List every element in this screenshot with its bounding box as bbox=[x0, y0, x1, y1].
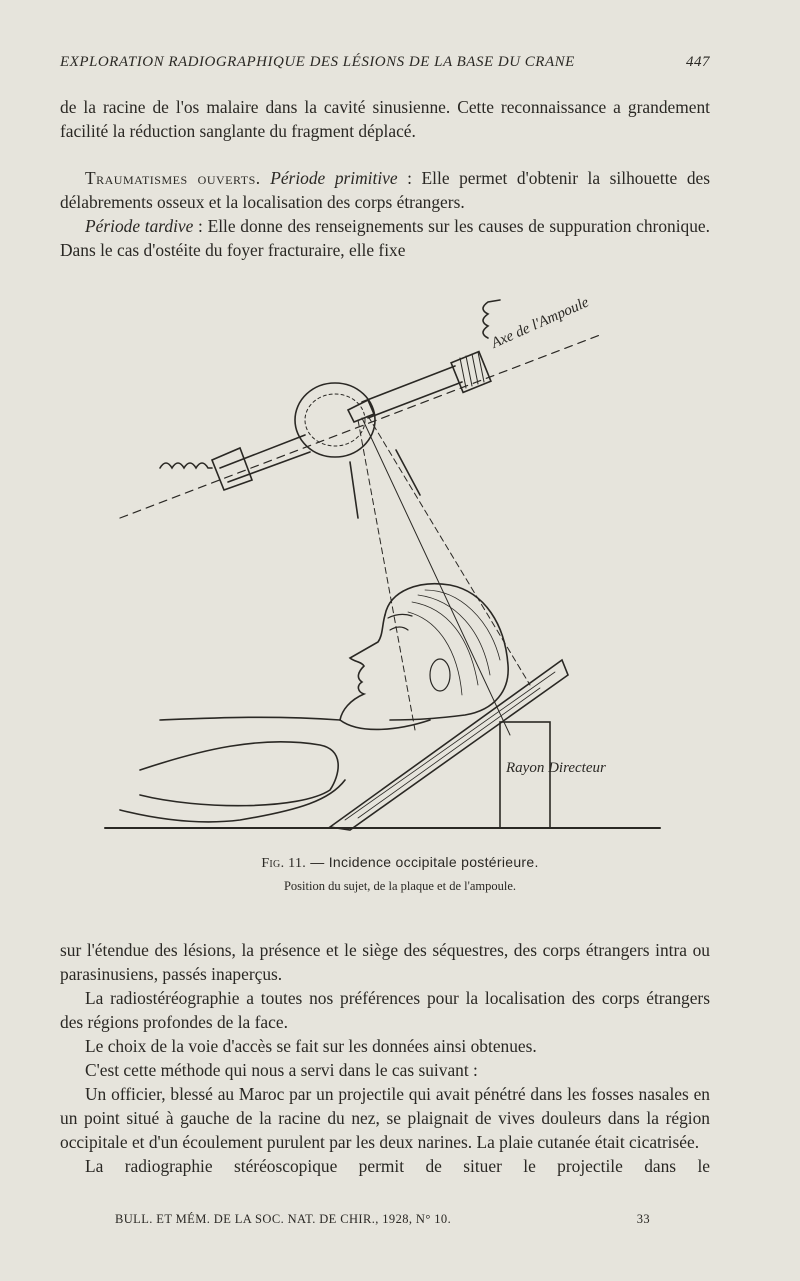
figure-11-illustration bbox=[100, 290, 670, 840]
running-header bbox=[60, 54, 710, 71]
top-text-block bbox=[60, 95, 710, 262]
paragraph-3-text: : Elle donne des renseignements sur les causes de suppuration chronique. Dans le cas d'ostéite du foyer fracturaire, elle fixe bbox=[60, 216, 710, 260]
figure-title: — Incidence occipitale postérieure. bbox=[306, 854, 539, 870]
paragraph-2-text: : Elle permet d'obtenir la silhouette des délabrements osseux et la localisation des corps étrangers. bbox=[60, 168, 711, 212]
page-number: 447 bbox=[686, 54, 710, 70]
patient-face-profile bbox=[340, 615, 385, 720]
term-periode-tardive: Période tardive bbox=[85, 216, 194, 236]
patient-arm bbox=[140, 742, 338, 806]
paragraph-4: sur l'étendue des lésions, la présence et le siège des séquestres, des corps étrangers intra ou parasinusiens, passés inaperçus. bbox=[60, 940, 710, 984]
tube-cap-right bbox=[451, 352, 491, 393]
term-periode-primitive: Période primitive bbox=[270, 168, 398, 188]
patient-head bbox=[385, 584, 508, 720]
tube-cap-left bbox=[212, 448, 252, 490]
cassette-plate bbox=[330, 660, 568, 830]
xray-cone-center bbox=[362, 418, 510, 735]
tube-neck-right bbox=[362, 366, 462, 418]
bottom-text-block bbox=[60, 938, 710, 1178]
patient-torso bbox=[120, 780, 345, 822]
ear bbox=[430, 659, 450, 691]
page-footer bbox=[115, 1212, 650, 1227]
patient-shoulder bbox=[160, 717, 340, 720]
section-lead: Traumatismes ouverts. bbox=[85, 168, 261, 188]
signature-mark: 33 bbox=[636, 1212, 650, 1226]
tube-neck-left bbox=[220, 435, 310, 482]
paragraph-9: La radiographie stéréoscopique permit de situer le projectile dans le bbox=[85, 1156, 710, 1176]
label-central-ray: Rayon Directeur bbox=[506, 760, 606, 776]
paragraph-5: La radiostéréographie a toutes nos préférences pour la localisation des corps étrangers des régions profondes de la face. bbox=[60, 988, 710, 1032]
running-title: EXPLORATION RADIOGRAPHIQUE DES LÉSIONS DE LA BASE DU CRANE bbox=[60, 54, 575, 70]
xray-setup-drawing bbox=[100, 290, 670, 840]
tube-support bbox=[350, 462, 358, 518]
xray-cone-left bbox=[358, 420, 415, 730]
paragraph-7: C'est cette méthode qui nous a servi dans le cas suivant : bbox=[85, 1060, 478, 1080]
paragraph-2 bbox=[60, 166, 710, 214]
figure-number: Fig. 11. bbox=[261, 856, 307, 871]
figure-subcaption: Position du sujet, de la plaque et de l'ampoule. bbox=[283, 879, 517, 893]
paragraph-6: Le choix de la voie d'accès se fait sur les données ainsi obtenues. bbox=[85, 1036, 537, 1056]
figure-caption bbox=[0, 854, 800, 872]
tube-axis-line bbox=[120, 335, 600, 518]
paragraph-1: de la racine de l'os malaire dans la cavité sinusienne. Cette reconnaissance a grandement facilité la réduction sanglante du fragment déplacé. bbox=[60, 97, 710, 141]
cathode-wire bbox=[160, 463, 212, 468]
paragraph-8: Un officier, blessé au Maroc par un projectile qui avait pénétré dans les fosses nasales en un point situé à gauche de la racine du nez, se plaignait de vives douleurs dans la région occipitale et d'un écoulement purulent par les deux narines. La plaie cutanée était cicatrisée. bbox=[60, 1084, 710, 1152]
label-tube-axis: Axe de l'Ampoule bbox=[489, 294, 592, 352]
journal-reference: BULL. ET MÉM. DE LA SOC. NAT. DE CHIR., 1928, N° 10. bbox=[115, 1212, 452, 1226]
paragraph-3 bbox=[60, 214, 710, 262]
